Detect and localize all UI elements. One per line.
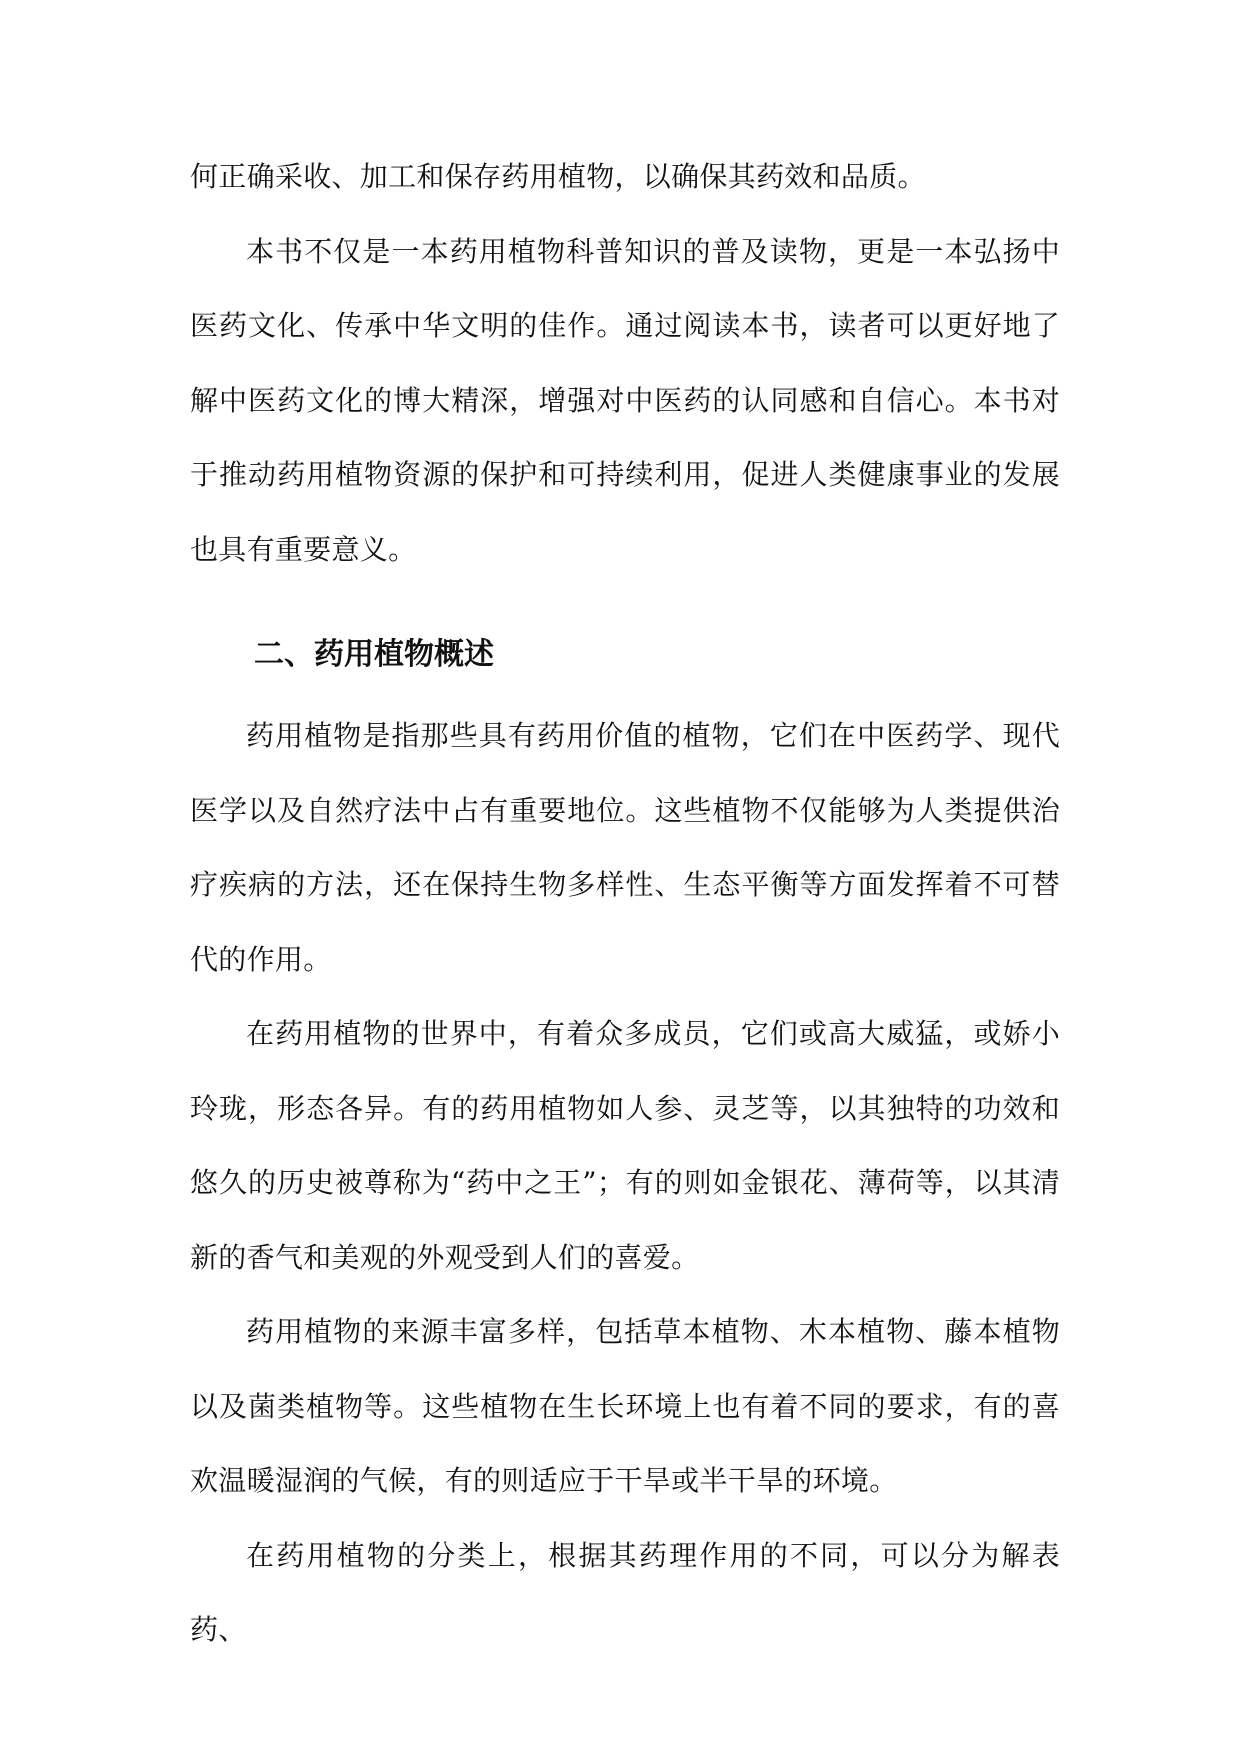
paragraph-sources: 药用植物的来源丰富多样，包括草本植物、木本植物、藤本植物以及菌类植物等。这些植物在生长环境上也有着不同的要求，有的喜欢温暖湿润的气候，有的则适应于干旱或半干旱的环境。 xyxy=(190,1315,1060,1497)
page-content xyxy=(190,140,1060,1668)
paragraph-continued: 何正确采收、加工和保存药用植物，以确保其药效和品质。 xyxy=(190,160,926,193)
section-heading: 二、药用植物概述 xyxy=(254,637,494,672)
paragraph-diversity: 在药用植物的世界中，有着众多成员，它们或高大威猛，或娇小玲珑，形态各异。有的药用植物如人参、灵芝等，以其独特的功效和悠久的历史被尊称为“药中之王”；有的则如金银花、薄荷等，以其清新的香气和美观的外观受到人们的喜爱。 xyxy=(190,1017,1060,1274)
paragraph-classification: 在药用植物的分类上，根据其药理作用的不同，可以分为解表药、 xyxy=(190,1538,1060,1646)
paragraph-definition: 药用植物是指那些具有药用价值的植物，它们在中医药学、现代医学以及自然疗法中占有重要地位。这些植物不仅能够为人类提供治疗疾病的方法，还在保持生物多样性、生态平衡等方面发挥着不可替代的作用。 xyxy=(190,719,1060,976)
paragraph-book-significance: 本书不仅是一本药用植物科普知识的普及读物，更是一本弘扬中医药文化、传承中华文明的佳作。通过阅读本书，读者可以更好地了解中医药文化的博大精深，增强对中医药的认同感和自信心。本书对于推动药用植物资源的保护和可持续利用，促进人类健康事业的发展也具有重要意义。 xyxy=(190,234,1060,566)
